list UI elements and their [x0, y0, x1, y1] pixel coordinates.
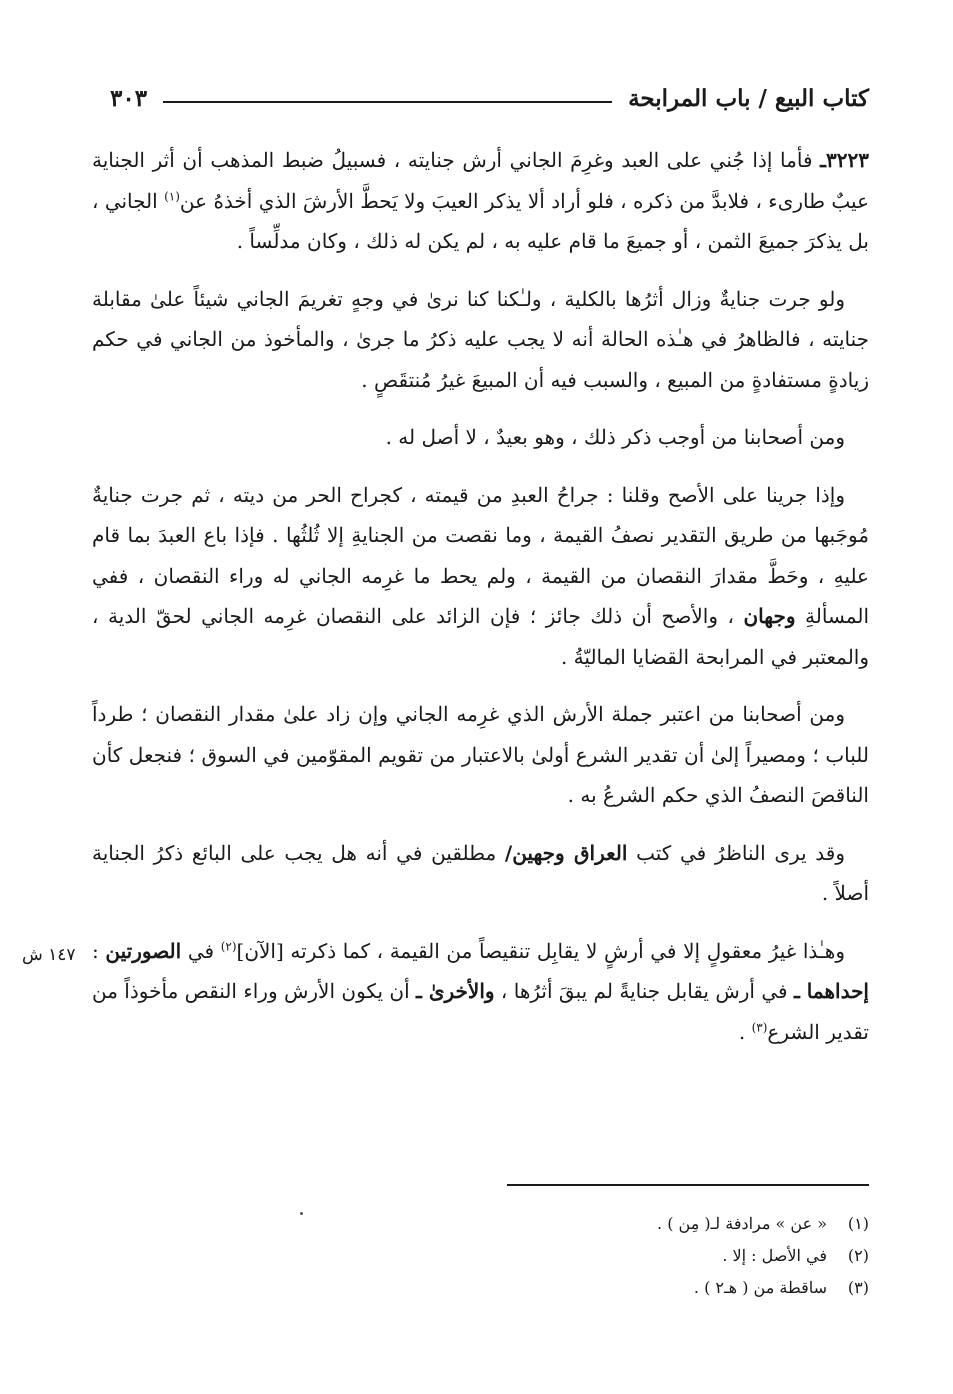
footnote-text: في الأصل : إلا . [722, 1246, 827, 1265]
paragraph-text-cont: الجاني ، بل يذكرَ جميعَ الثمن ، أو جميعَ ما قام عليه به ، لم يكن له ذلك ، وكان مدلِّساً . [92, 188, 869, 253]
footnote-2 [92, 1240, 869, 1272]
footnote-number: (٣) [847, 1278, 869, 1297]
bold-term: العراق وجهين/ [504, 840, 628, 865]
header-rule [163, 101, 612, 103]
paragraph-2 [92, 279, 869, 401]
footnote-1 [92, 1208, 869, 1240]
paragraph-text-cont: في أرش يقابل جنايةً لم يبقَ أثرُها ، [494, 979, 794, 1003]
header-title: كتاب البيع / باب المرابحة [628, 84, 869, 112]
footnote-text: ساقطة من ( هـ٢ ) . [693, 1278, 827, 1297]
paragraph-text-cont: ، والأصح أن ذلك جائز ؛ فإن الزائد على النقصان غرِمه الجاني لحقّ الدية ، والمعتبر في المرابحة القضايا الماليّةُ . [92, 604, 869, 669]
paragraph-5 [92, 694, 869, 816]
paragraph-text-cont: : [92, 938, 106, 963]
paragraph-text-cont: أن يكون الأرش وراء النقص مأخوذاً من تقدير الشرع [92, 979, 869, 1044]
paragraph-3 [92, 417, 869, 458]
paragraph-7 [92, 931, 869, 1053]
paragraph-4 [92, 475, 869, 678]
footnote-text: « عن » مرادفة لـ( مِن ) . [657, 1214, 827, 1233]
footnote-number: (٢) [847, 1246, 869, 1265]
bold-term: الصورتين [105, 938, 182, 963]
scan-speck [300, 1212, 303, 1215]
footnotes [92, 1208, 869, 1304]
paragraph-text: ولو جرت جنايةٌ وزال أثرُها بالكلية ، ولـٰكنا كنا نرىٰ في وجهٍ تغريمَ الجاني شيئاً علىٰ مقابلة جنايته ، فالظاهرُ في هـٰذه الحالة أنه لا يجب عليه ذكرُ ما جرىٰ ، والمأخوذ من الجاني في حكم زيادةٍ مستفادةٍ من المبيع ، والسبب فيه أن المبيعَ غيرُ مُنتقَصٍ . [92, 286, 869, 392]
paragraph-6 [92, 833, 869, 914]
footnote-rule [507, 1184, 869, 1186]
footnote-ref-2: (٢) [220, 938, 237, 953]
footnote-number: (١) [847, 1214, 869, 1233]
paragraph-text: ومن أصحابنا من أوجب ذكر ذلك ، وهو بعيدٌ ، لا أصل له . [385, 425, 845, 449]
bold-term: والأخرىٰ ـ [416, 979, 495, 1003]
bold-term: إحداهما ـ [793, 979, 869, 1003]
footnote-ref-3: (٣) [751, 1019, 768, 1034]
paragraph-text: فأما إذا جُني على العبد وغرِمَ الجاني أرش جنايته ، فسبيلُ ضبط المذهب أن أثر الجناية عيبٌ طارىء ، فلابدَّ من ذكره ، فلو أراد ألا يذكر العيبَ ولا يَحطَّ الأرشَ الذي أخذهُ عن [92, 148, 870, 213]
main-text [92, 140, 869, 1069]
margin-manuscript-note: ١٤٧ ش [22, 945, 76, 965]
paragraph-text: وهـٰذا غيرُ معقولٍ إلا في أرشٍ لا يقابِل تنقيصاً من القيمة ، كما ذكرته [الآن] [236, 938, 845, 963]
paragraph-text: وإذا جرينا على الأصح وقلنا : جراحُ العبدِ من قيمته ، كجراح الحر من ديته ، ثم جرت جنايةٌ مُوجَبها من طريق التقدير نصفُ القيمة ، وما نقصت من الجنايةِ إلا ثُلثُها . فإذا باع العبدَ بما قام عليهِ ، وحَطَّ مقدارَ النقصان من القيمة ، ولم يحط ما غرِمه الجاني له وراء النقصان ، ففي المسألةِ [92, 482, 869, 628]
paragraph-text: وقد يرى الناظرُ في كتب [627, 840, 845, 865]
paragraph-3223 [92, 140, 869, 262]
paragraph-text-cont: في [181, 938, 221, 963]
running-header [110, 78, 869, 118]
paragraph-text: ومن أصحابنا من اعتبر جملة الأرش الذي غرِمه الجاني وإن زاد علىٰ مقدار النقصان ؛ طرداً للباب ؛ ومصيراً إلىٰ أن تقدير الشرع أولىٰ بالاعتبار من تقويم المقوّمين في السوق ؛ فنجعل كأن الناقصَ النصفُ الذي حكم الشرعُ به . [92, 702, 869, 807]
page-number: ٣٠٣ [110, 84, 148, 112]
paragraph-text-end: . [738, 1019, 752, 1044]
footnote-ref-1: (١) [164, 188, 180, 203]
bold-term: وجهان [743, 604, 796, 628]
paragraph-number: ٣٢٢٣ـ [820, 148, 869, 172]
paragraph-text-cont: مطلقين في أنه هل يجب على البائع ذكرُ الجناية أصلاً . [92, 840, 869, 905]
footnote-3 [92, 1272, 869, 1304]
